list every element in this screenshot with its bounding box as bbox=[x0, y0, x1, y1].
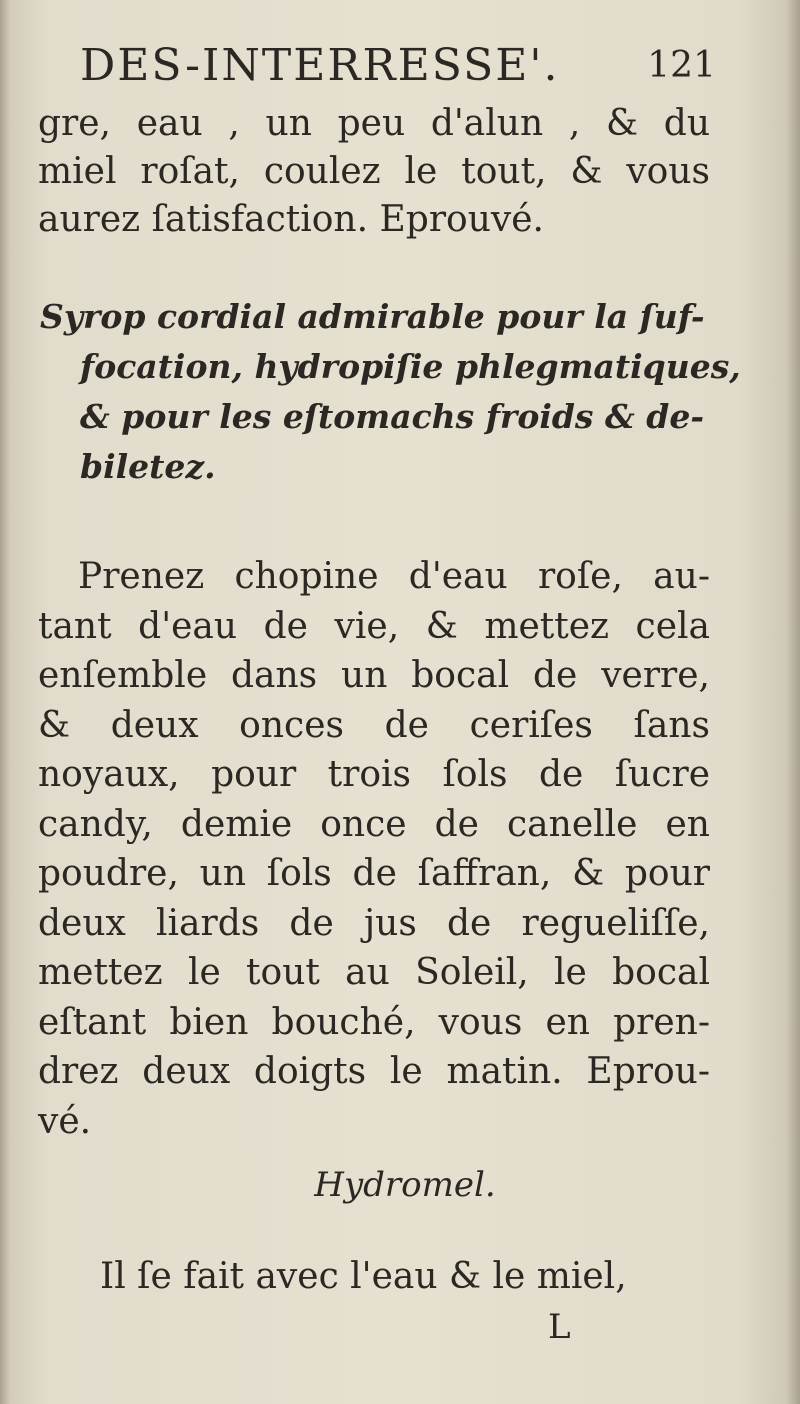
running-head: DES-INTERRESSE'. bbox=[80, 40, 560, 91]
text-line: drez deux doigts le matin. Eprou- bbox=[38, 1051, 710, 1092]
page-header bbox=[80, 36, 716, 96]
recipe-paragraph bbox=[38, 552, 710, 1146]
heading-line: Syrop cordial admirable pour la ſuf- bbox=[40, 297, 705, 336]
text-line: & deux onces de ceriſes ſans bbox=[38, 704, 710, 746]
page-number: 121 bbox=[647, 45, 716, 86]
section-subheading: Hydromel. bbox=[314, 1165, 496, 1205]
text-line: vé. bbox=[38, 1100, 92, 1142]
paragraph-start: Il ſe fait avec l'eau & le miel, bbox=[100, 1256, 627, 1297]
text-line: Prenez chopine d'eau roſe, au- bbox=[78, 556, 710, 597]
text-line: candy, demie once de canelle en bbox=[38, 803, 710, 845]
heading-line: biletez. bbox=[80, 447, 216, 486]
paragraph-continued bbox=[38, 100, 710, 244]
text-line: deux liards de jus de regueliſſe, bbox=[38, 902, 710, 944]
text-line: tant d'eau de vie, & mettez cela bbox=[38, 605, 710, 647]
heading-line: focation, hydropiſie phlegmatiques, bbox=[80, 347, 741, 386]
text-line: poudre, un ſols de ſaffran, & pour bbox=[38, 853, 710, 894]
signature-mark: L bbox=[548, 1307, 571, 1347]
text-line: aurez ſatisfaction. Eprouvé. bbox=[38, 199, 544, 240]
text-line: mettez le tout au Soleil, le bocal bbox=[38, 952, 710, 993]
text-line: eſtant bien bouché, vous en pren- bbox=[38, 1001, 710, 1043]
text-line: enſemble dans un bocal de verre, bbox=[38, 655, 710, 696]
text-line: gre, eau , un peu d'alun , & du bbox=[38, 103, 710, 144]
text-line: miel roſat, coulez le tout, & vous bbox=[38, 151, 710, 192]
recipe-heading bbox=[40, 292, 741, 492]
text-line: noyaux, pour trois ſols de ſucre bbox=[38, 754, 710, 795]
heading-line: & pour les eſtomachs froids & de- bbox=[80, 397, 705, 436]
